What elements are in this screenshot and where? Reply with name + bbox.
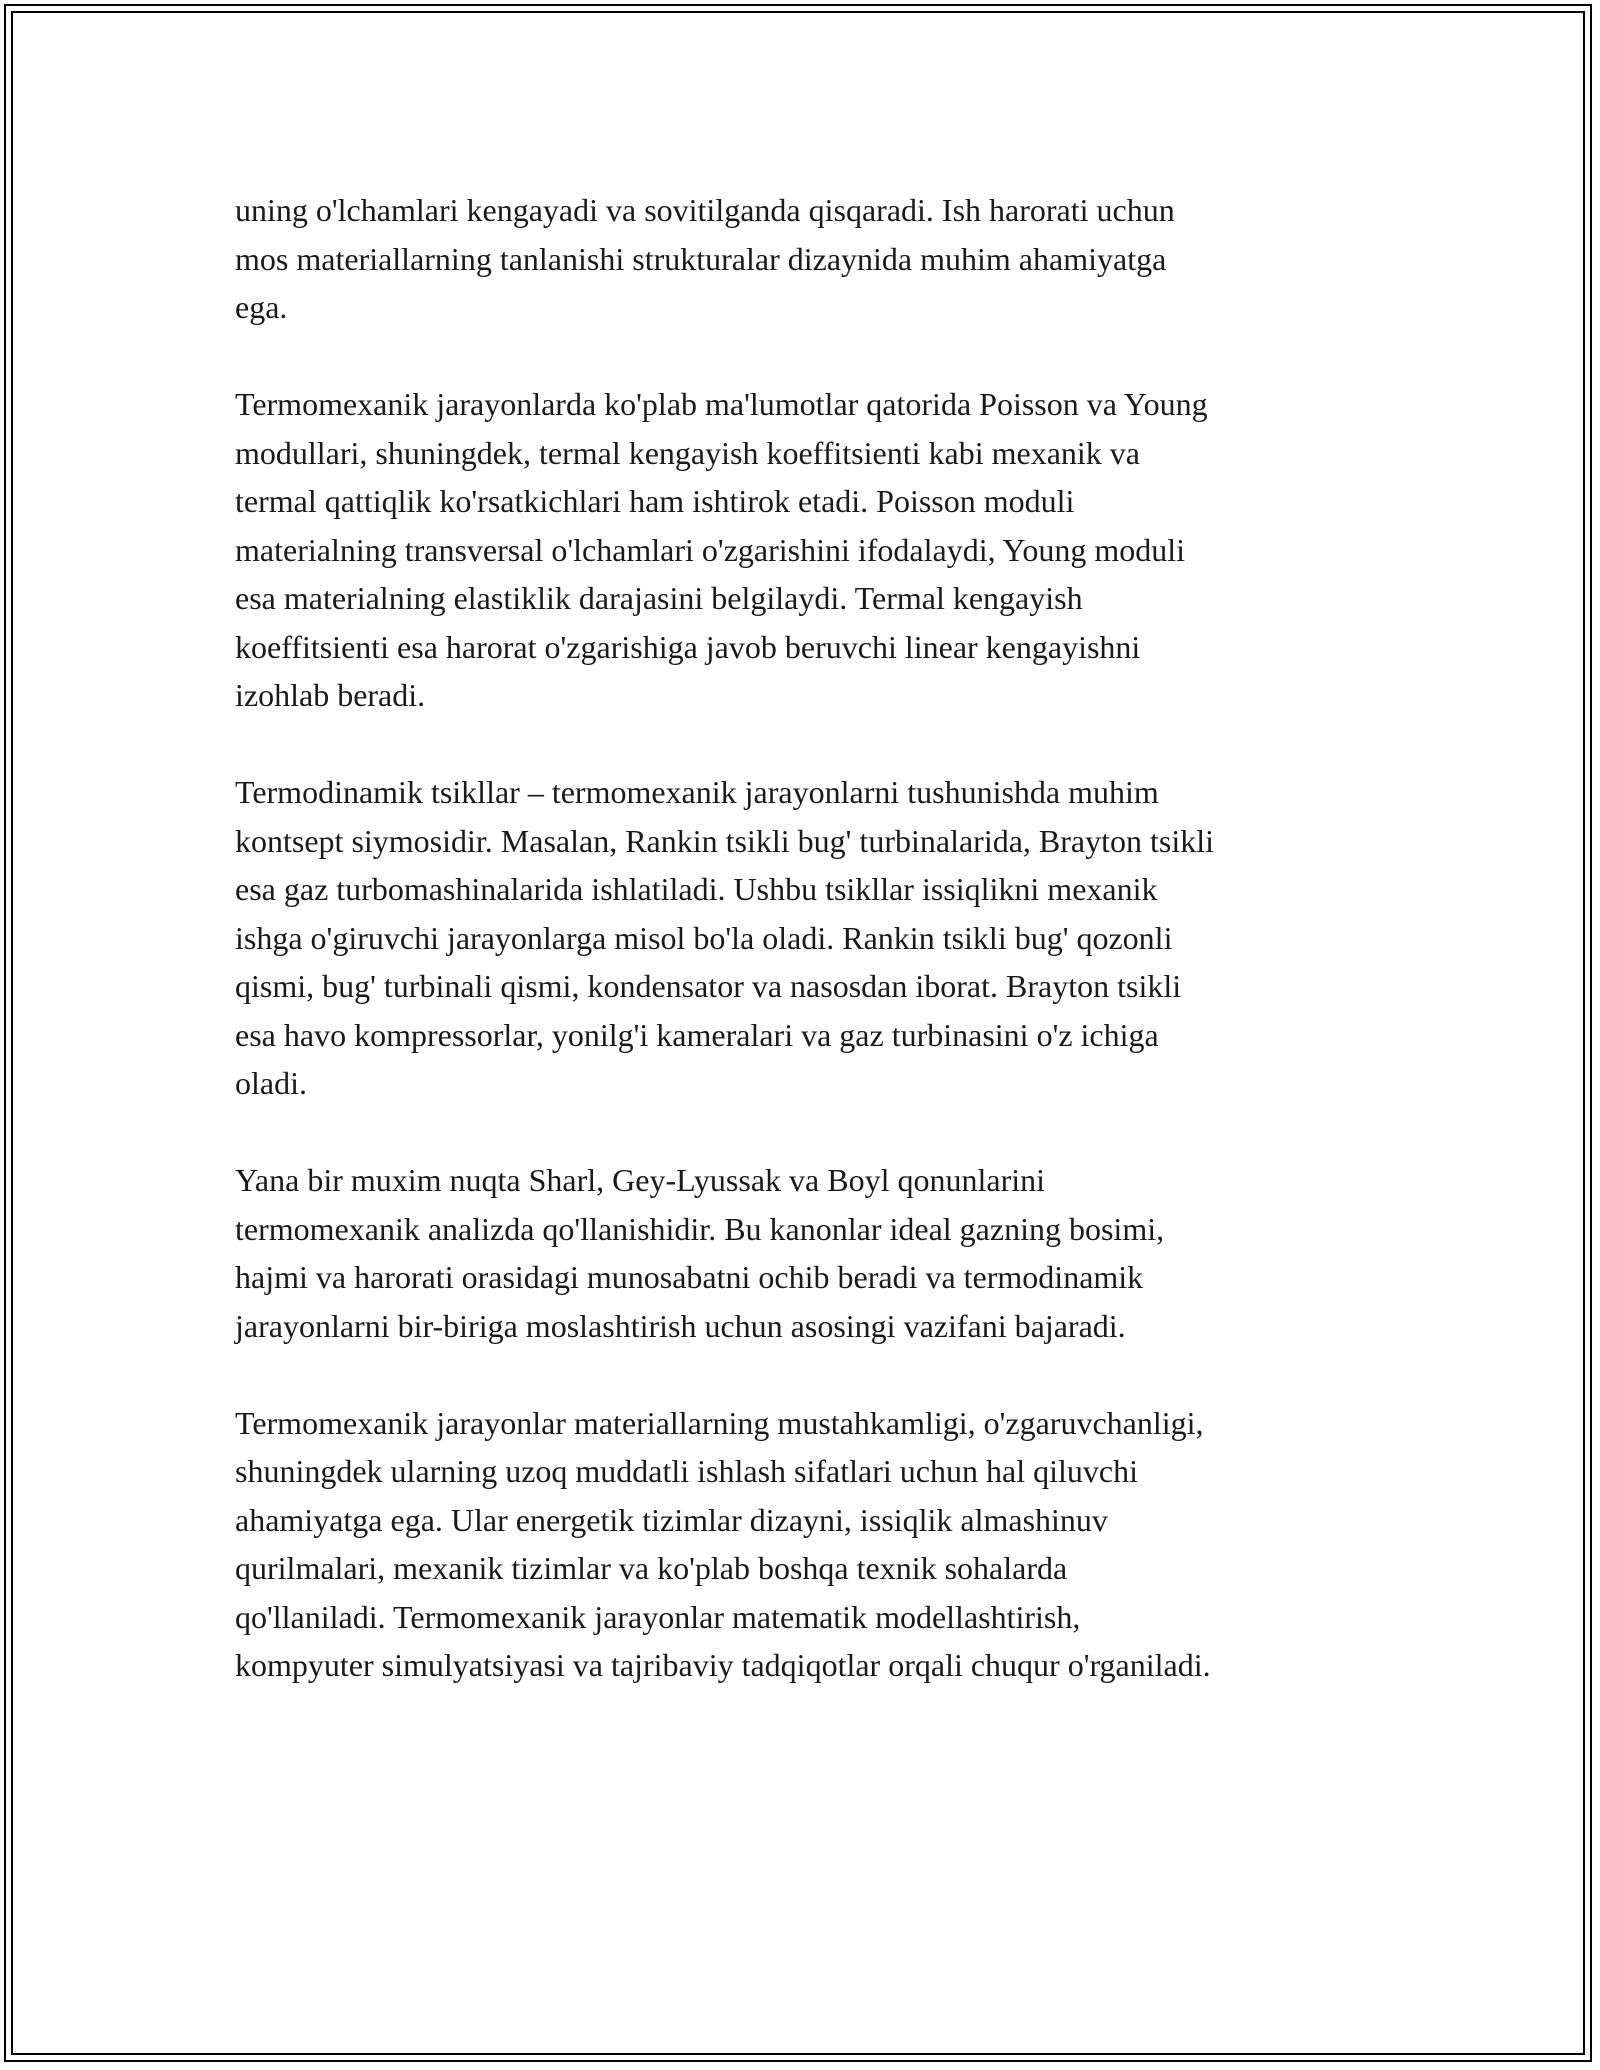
paragraph-applications: Termomexanik jarayonlar materiallarning mustahkamligi, o'zgaruvchanligi, shuningdek ularning uzoq muddatli ishlash sifatlari uchun hal qiluvchi ahamiyatga ega. Ular energetik tizimlar dizayni, issiqlik almashinuv qurilmalari, mexanik tizimlar va ko'plab boshqa texnik sohalarda qo'llaniladi. Termomexanik jarayonlar matematik modellashtirish, kompyuter simulyatsiyasi va tajribaviy tadqiqotlar orqali chuqur o'rganiladi. xyxy=(235,1404,1211,1683)
paragraph-poisson-young-moduli: Termomexanik jarayonlarda ko'plab ma'lumotlar qatorida Poisson va Young modullari, shuningdek, termal kengayish koeffitsienti kabi mexanik va termal qattiqlik ko'rsatkichlari ham ishtirok etadi. Poisson moduli materialning transversal o'lchamlari o'zgarishini ifodalaydi, Young moduli esa materialning elastiklik darajasini belgilaydi. Termal kengayish koeffitsienti esa harorat o'zgarishiga javob beruvchi linear kengayishni izohlab beradi. xyxy=(235,386,1208,713)
paragraph-gas-laws: Yana bir muxim nuqta Sharl, Gey-Lyussak va Boyl qonunlarini termomexanik analizda qo'llanishidir. Bu kanonlar ideal gazning bosimi, hajmi va harorati orasidagi munosabatni ochib beradi va termodinamik jarayonlarni bir-biriga moslashtirish uchun asosingi vazifani bajaradi. xyxy=(235,1162,1165,1344)
paragraph-thermodynamic-cycles: Termodinamik tsikllar – termomexanik jarayonlarni tushunishda muhim kontsept siymosidir. Masalan, Rankin tsikli bug' turbinalarida, Brayton tsikli esa gaz turbomashinalarida ishlatiladi. Ushbu tsikllar issiqlikni mexanik ishga o'giruvchi jarayonlarga misol bo'la oladi. Rankin tsikli bug' qozonli qismi, bug' turbinali qismi, kondensator va nasosdan iborat. Brayton tsikli esa havo kompressorlar, yonilg'i kameralari va gaz turbinasini o'z ichiga oladi. xyxy=(235,774,1215,1101)
document-body xyxy=(235,186,1375,1738)
paragraph-thermal-expansion-intro: uning o'lchamlari kengayadi va sovitilganda qisqaradi. Ish harorati uchun mos materiallarning tanlanishi strukturalar dizaynida muhim ahamiyatga ega. xyxy=(235,192,1175,325)
